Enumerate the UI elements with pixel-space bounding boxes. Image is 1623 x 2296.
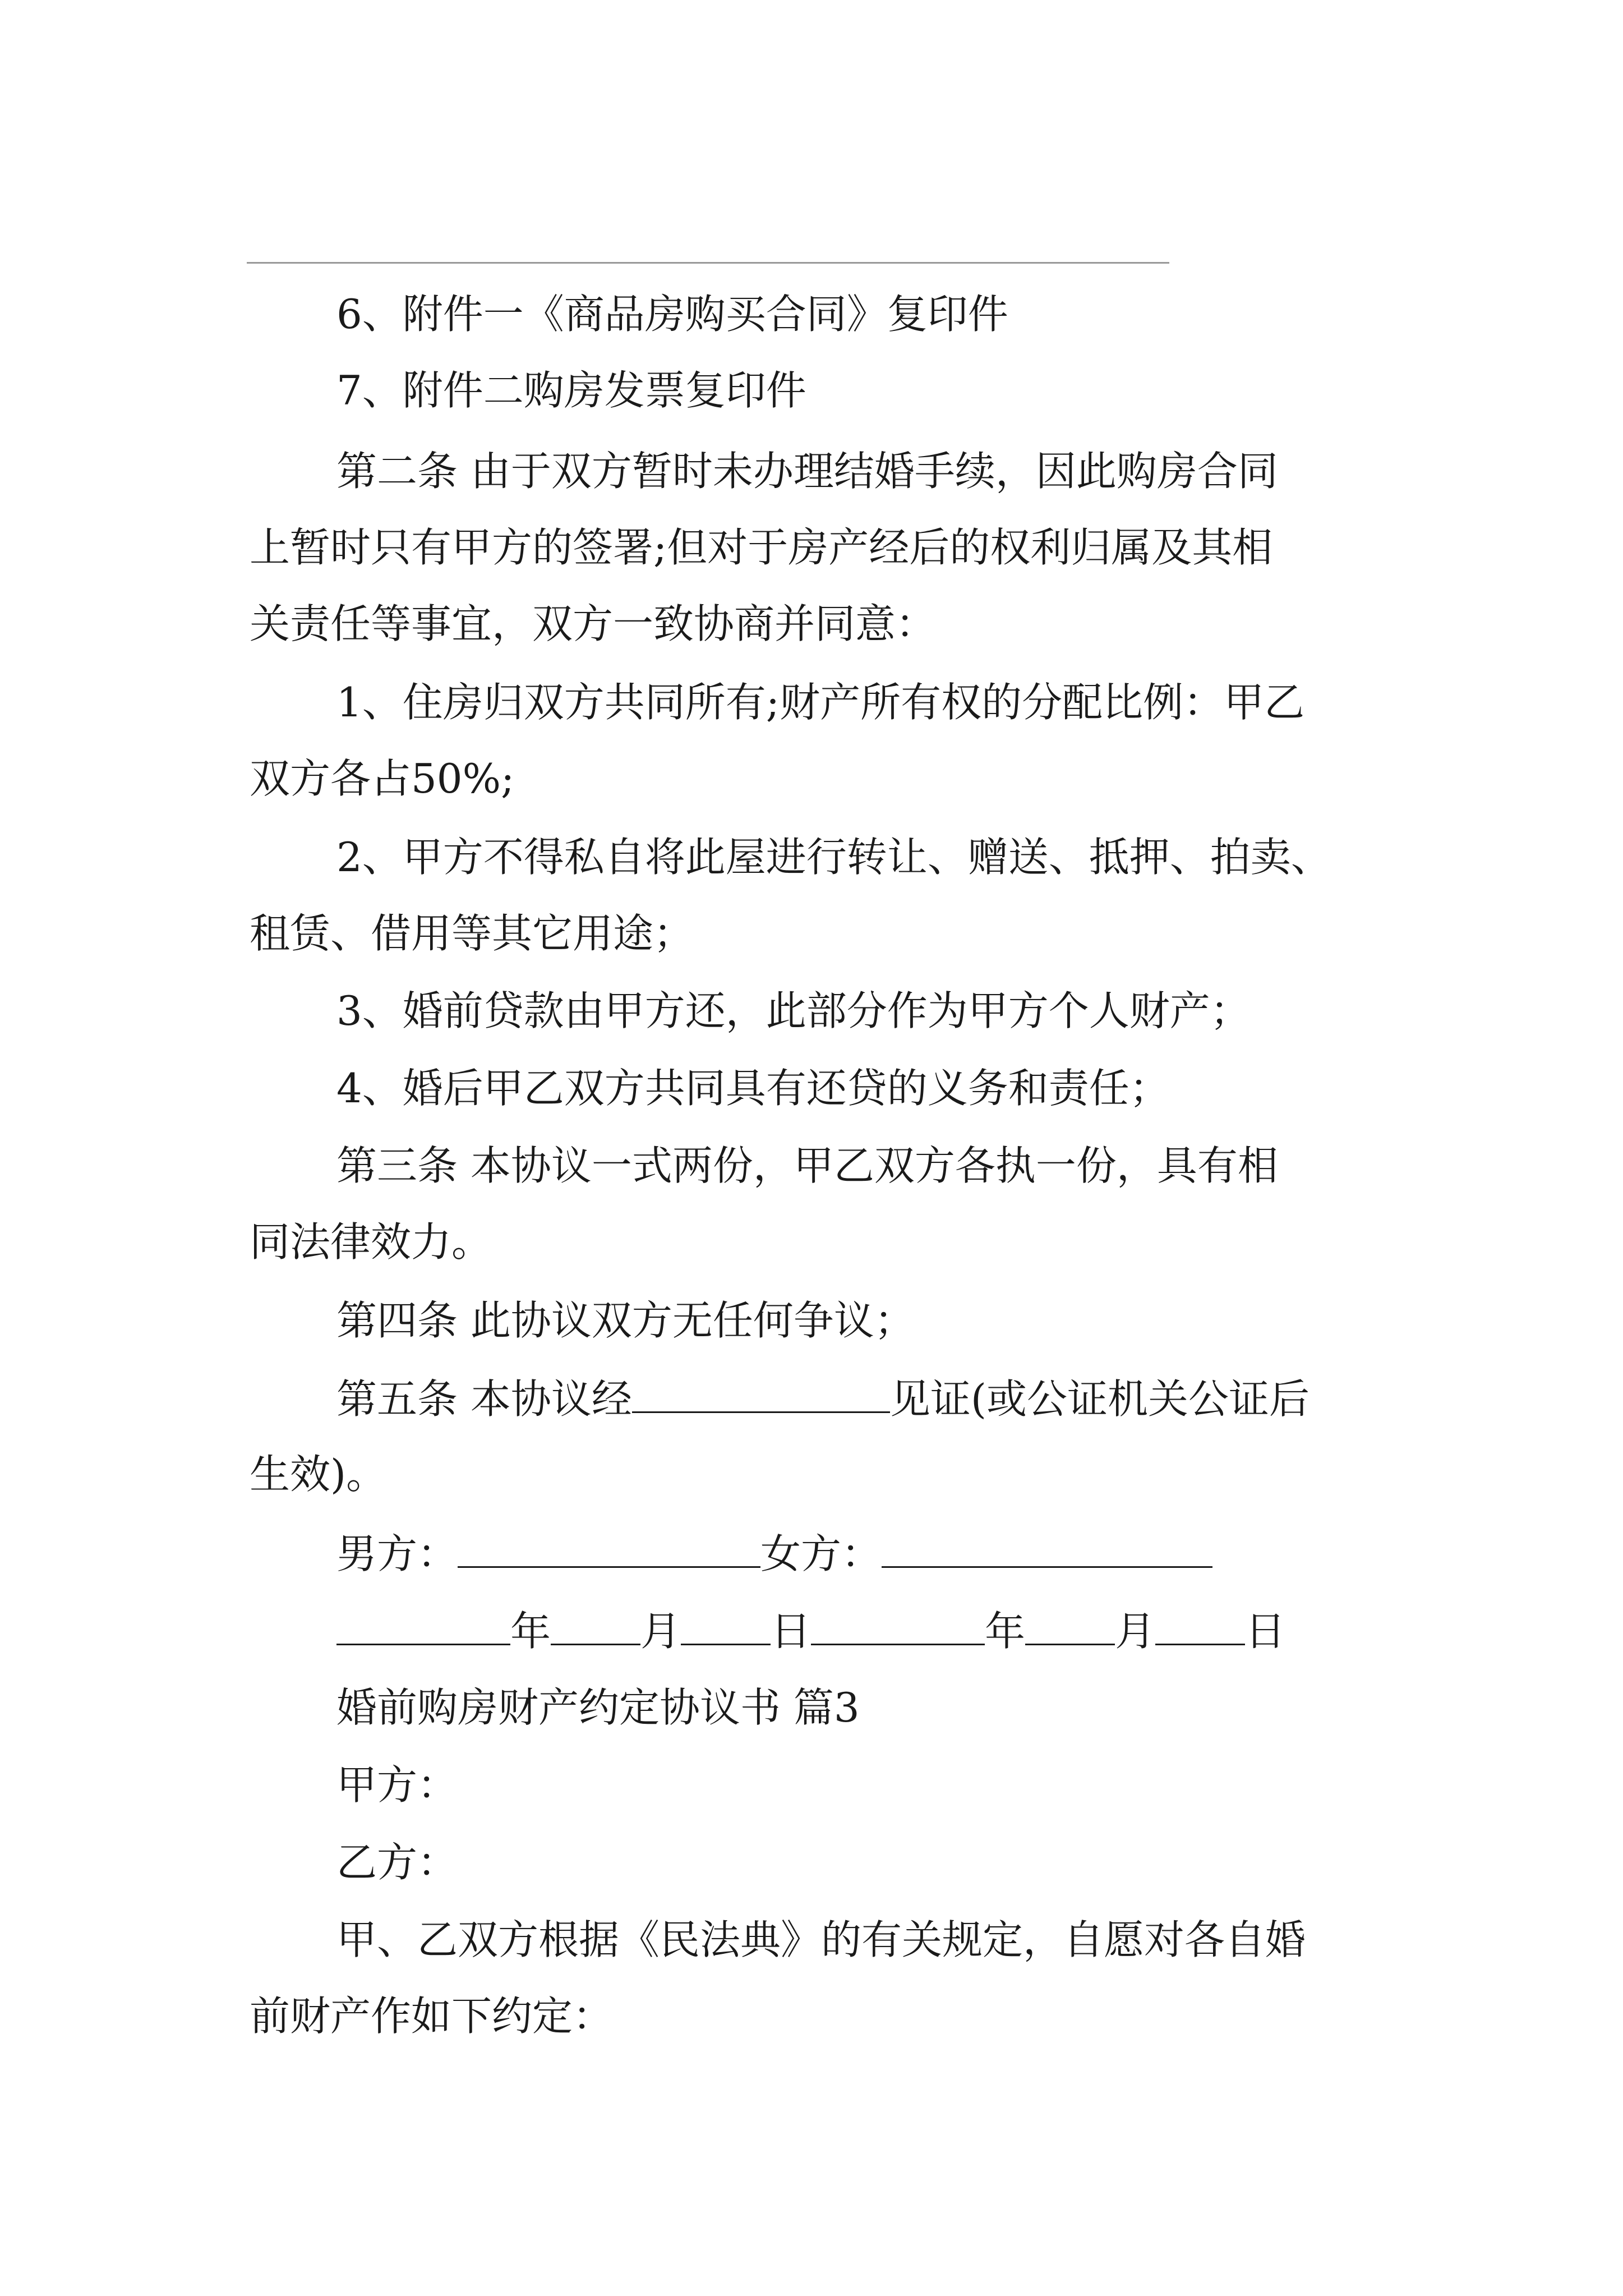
female-month-unit: 月 [1115,1608,1156,1655]
preamble-line-1: 甲、乙双方根据《民法典》的有关规定，自愿对各自婚 [336,1916,1306,1963]
article-5-suffix: 见证(或公证机关公证后 [889,1375,1310,1423]
article-2-line-3: 关责任等事宜，双方一致协商并同意： [250,600,937,647]
clause-4: 4、婚后甲乙双方共同具有还贷的义务和责任； [336,1065,1170,1112]
male-signature-blank [458,1530,760,1568]
female-day-unit: 日 [1245,1608,1286,1655]
item-6-attachment-contract: 6、附件一《商品房购买合同》复印件 [336,291,1008,338]
party-b-label: 乙方： [336,1839,458,1886]
article-3-line-1: 第三条 本协议一式两份，甲乙双方各执一份，具有相 [336,1142,1278,1189]
clause-1-line-2: 双方各占50%; [250,755,515,802]
female-year-blank [811,1608,985,1645]
article-5-line-1 [336,1375,1310,1421]
male-year-blank [336,1608,510,1645]
female-signature-blank [882,1530,1212,1568]
clause-1-line-1: 1、住房归双方共同所有;财产所有权的分配比例：甲乙 [336,679,1305,726]
article-2-line-1: 第二条 由于双方暂时未办理结婚手续，因此购房合同 [336,448,1278,495]
article-3-line-2: 同法律效力。 [250,1218,492,1266]
signature-line [336,1530,1212,1576]
section-title-part-3: 婚前购房财产约定协议书 篇3 [336,1684,860,1731]
female-year-unit: 年 [985,1608,1026,1655]
article-5-prefix: 第五条 本协议经 [336,1375,632,1423]
witness-blank [632,1375,890,1413]
header-divider [247,262,1169,264]
male-year-unit: 年 [510,1608,551,1655]
date-line [336,1608,1285,1654]
male-month-unit: 月 [640,1608,681,1655]
party-a-label: 甲方： [336,1761,458,1809]
female-party-label: 女方： [760,1530,882,1577]
female-month-blank [1025,1608,1115,1645]
male-day-blank [681,1608,771,1645]
clause-2-line-1: 2、甲方不得私自将此屋进行转让、赠送、抵押、拍卖、 [336,834,1331,881]
male-month-blank [551,1608,640,1645]
item-7-attachment-invoice: 7、附件二购房发票复印件 [336,367,806,414]
article-5-line-2: 生效)。 [250,1451,387,1498]
article-2-line-2: 上暂时只有甲方的签署;但对于房产经后的权利归属及其相 [250,524,1273,571]
clause-2-line-2: 租赁、借用等其它用途； [250,910,694,957]
preamble-line-2: 前财产作如下约定： [250,1993,614,2040]
male-party-label: 男方： [336,1530,458,1577]
male-day-unit: 日 [771,1608,811,1655]
article-4: 第四条 此协议双方无任何争议； [336,1297,915,1344]
female-day-blank [1155,1608,1245,1645]
clause-3: 3、婚前贷款由甲方还，此部分作为甲方个人财产； [336,987,1251,1034]
